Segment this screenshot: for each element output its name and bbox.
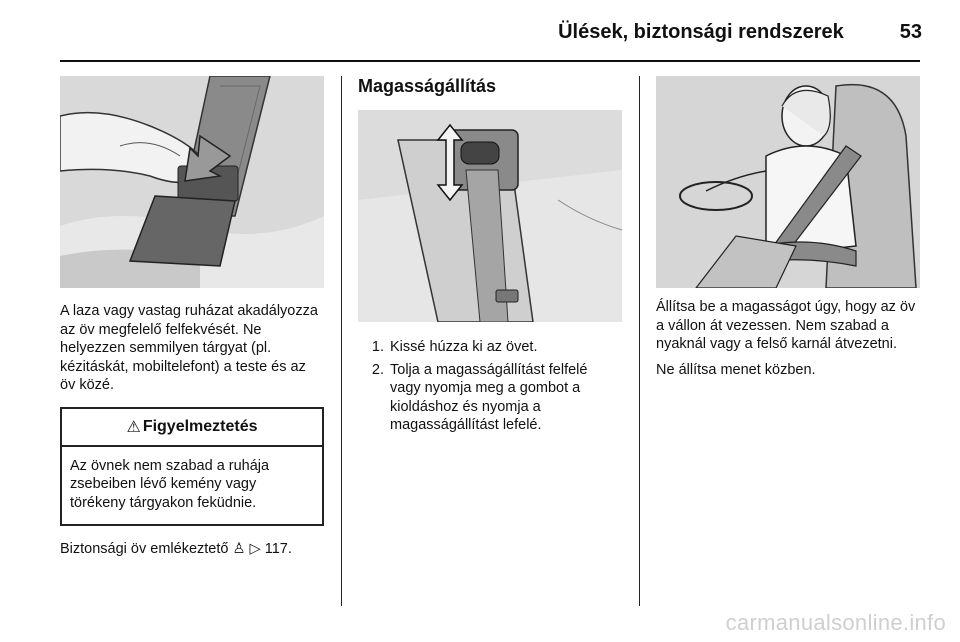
warning-title: Figyelmeztetés [142,417,258,435]
warning-text: Az övnek nem szabad a ruhája zsebeiben lévő kemény vagy törékeny tárgyakon feküdnie. [70,457,270,511]
height-adjuster-illustration [358,110,622,322]
height-instruction-paragraph: Állítsa be a magasságot úgy, hogy az öv a vállon át vezessen. Nem szabad a nyaknál vagy a felső karnál átvezetni. [656,299,916,352]
page-title: Ülések, biztonsági rendszerek [558,20,844,43]
reminder-page-ref[interactable]: 117. [264,541,292,557]
clothing-paragraph: A laza vagy vastag ruházat akadályozza az öv megfelelő felfekvését. Ne helyezzen semmilyen tárgyat (pl. kézitáskát, mobiltelefont) a teste és az öv közé. [60,303,318,393]
reminder-text: Biztonsági öv emlékeztető [60,541,229,557]
list-item: 1. Kissé húzza ki az övet. [371,339,538,355]
page-header [0,14,922,50]
watermark: carmanualsonline.info [725,610,946,635]
left-column [60,76,324,559]
page-reference-icon: ▷ [249,541,261,557]
warning-triangle-icon: ⚠ [126,418,141,436]
right-column [656,76,920,379]
column-divider-2 [639,76,640,606]
page-number: 53 [899,20,922,43]
driving-warning-paragraph: Ne állítsa menet közben. [656,361,816,378]
steps-list [358,338,622,435]
header-rule [60,60,920,62]
section-title: Magasságállítás [358,76,497,96]
warning-header [62,409,322,447]
buckle-illustration [60,76,324,288]
driver-belt-illustration [656,76,920,288]
seatbelt-reminder-icon: ♙ [232,541,246,557]
column-divider-1 [341,76,342,606]
middle-column [358,76,622,439]
list-item: 2. Tolja a magasságállítást felfelé vagy nyomja meg a gombot a kioldáshoz és nyomja a magasságállítást lefelé. [371,361,588,433]
warning-box [60,407,324,527]
reminder-line [60,540,324,559]
